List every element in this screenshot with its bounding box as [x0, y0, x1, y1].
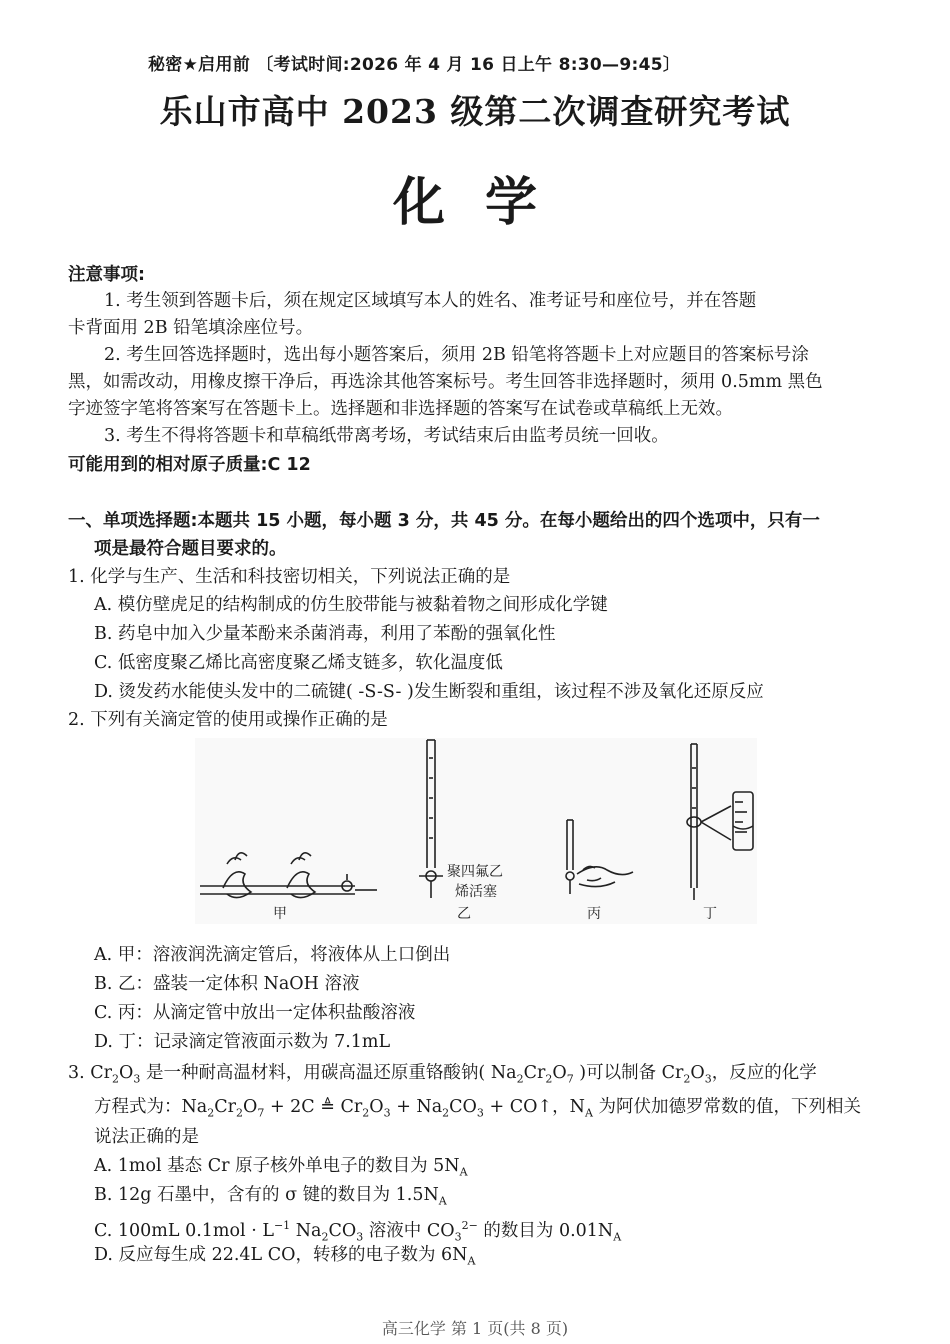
burette-figure — [195, 738, 757, 924]
question-1-option-d: D. 烫发药水能使头发中的二硫键( -S-S- )发生断裂和重组，该过程不涉及氧化还原反应 — [94, 682, 764, 702]
notice-item-2-line2: 黑，如需改动，用橡皮擦干净后，再选涂其他答案标号。考生回答非选择题时，须用 0.5mm 黑色 — [68, 372, 823, 392]
section-1-heading-line2: 项是最符合题目要求的。 — [94, 539, 287, 559]
figure-label-jia: 甲 — [273, 906, 287, 922]
notice-heading: 注意事项: — [68, 265, 145, 285]
burette-horizontal-jia — [200, 853, 377, 898]
notice-item-1-line2: 卡背面用 2B 铅笔填涂座位号。 — [68, 318, 314, 338]
figure-label-bing: 丙 — [587, 906, 601, 922]
notice-item-3: 3. 考生不得将答题卡和草稿纸带离考场，考试结束后由监考员统一回收。 — [104, 426, 669, 446]
notice-item-1-line1: 1. 考生领到答题卡后，须在规定区域填写本人的姓名、准考证号和座位号，并在答题 — [104, 291, 757, 311]
question-3-line1: 3. $Cr_2O_3$ 是一种耐高温材料，用碳高温还原重铬酸钠( $Na_2Cr_2O_7$ )可以制备 $Cr_2O_3$，反应的化学 — [68, 1063, 817, 1086]
question-3-option-b: B. 12g 石墨中，含有的 σ 键的数目为 $1.5N_A$ — [94, 1185, 447, 1208]
question-3-option-a: A. 1mol 基态 Cr 原子核外单电子的数目为 $5N_A$ — [94, 1156, 468, 1179]
question-1-stem: 1. 化学与生产、生活和科技密切相关，下列说法正确的是 — [68, 567, 511, 587]
question-3-equation-line: 方程式为：$Na_2Cr_2O_7 + 2C$ ≜ $Cr_2O_3 + Na_2CO_3$ + CO↑，$N_A$ 为阿伏加德罗常数的值，下列相关 — [94, 1097, 861, 1120]
question-2-option-c: C. 丙：从滴定管中放出一定体积盐酸溶液 — [94, 1003, 416, 1023]
question-2-stem: 2. 下列有关滴定管的使用或操作正确的是 — [68, 710, 388, 730]
page-footer: 高三化学 第 1 页(共 8 页) — [381, 1319, 569, 1338]
section-1-heading-line1: 一、单项选择题:本题共 15 小题，每小题 3 分，共 45 分。在每小题给出的四个选项中，只有一 — [68, 511, 820, 531]
figure-label-yi: 乙 — [457, 906, 471, 922]
notice-item-2-line1: 2. 考生回答选择题时，选出每小题答案后，须用 2B 铅笔将答题卡上对应题目的答案标号涂 — [104, 345, 809, 365]
burette-vertical-bing — [566, 820, 633, 894]
stopcock-label-line1: 聚四氟乙 — [447, 864, 503, 880]
notice-item-2-line3: 字迹签字笔将答案写在答题卡上。选择题和非选择题的答案写在试卷或草稿纸上无效。 — [68, 399, 733, 419]
question-1-option-c: C. 低密度聚乙烯比高密度聚乙烯支链多，软化温度低 — [94, 653, 503, 673]
question-3-option-d: D. 反应每生成 22.4L CO，转移的电子数为 $6N_A$ — [94, 1245, 476, 1268]
question-3-option-c: C. 100mL $0.1mol \cdot L^{-1}$ $Na_2CO_3$ 溶液中 $CO_3^{2-}$ 的数目为 $0.01N_A$ — [94, 1219, 622, 1244]
figure-label-ding: 丁 — [703, 906, 717, 922]
stopcock-label-line2: 烯活塞 — [455, 884, 497, 900]
subject-title: 化学 — [392, 172, 577, 233]
question-2-option-a: A. 甲：溶液润洗滴定管后，将液体从上口倒出 — [94, 945, 451, 965]
burette-vertical-yi — [419, 740, 443, 898]
exam-title: 乐山市高中 2023 级第二次调查研究考试 — [159, 92, 791, 131]
atomic-mass-line: 可能用到的相对原子质量:C 12 — [68, 455, 311, 475]
question-1-option-a: A. 模仿壁虎足的结构制成的仿生胶带能与被黏着物之间形成化学键 — [94, 595, 608, 615]
question-2-option-b: B. 乙：盛装一定体积 NaOH 溶液 — [94, 974, 360, 994]
high-temp-equals-sign: ≜ — [320, 1097, 335, 1117]
question-2-option-d: D. 丁：记录滴定管液面示数为 7.1mL — [94, 1032, 391, 1052]
burette-vertical-ding — [687, 744, 753, 900]
question-3-line3: 说法正确的是 — [94, 1127, 199, 1147]
question-1-option-b: B. 药皂中加入少量苯酚来杀菌消毒，利用了苯酚的强氧化性 — [94, 624, 556, 644]
confidential-line: 秘密★启用前 〔考试时间:2026 年 4 月 16 日上午 8:30—9:45〕 — [148, 55, 681, 75]
